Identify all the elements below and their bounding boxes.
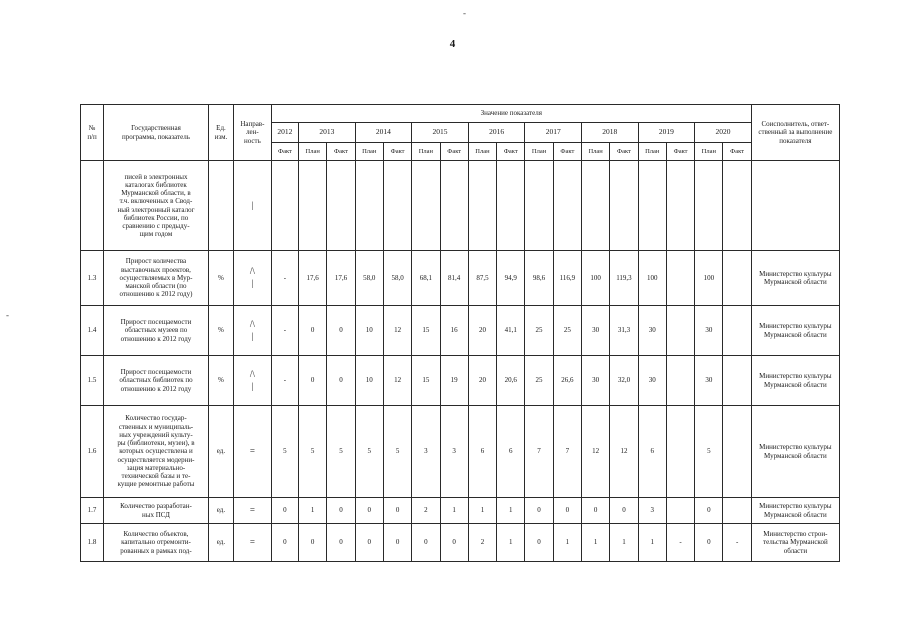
sub-header-plan-2020: План (695, 143, 723, 161)
value-cell: 0 (355, 524, 383, 562)
value-cell: 19 (440, 356, 468, 406)
col-header-no: № п/п (81, 105, 104, 161)
table-row (81, 406, 840, 498)
value-cell: 100 (582, 251, 610, 306)
value-cell: 30 (695, 356, 723, 406)
direction-cell: = (234, 406, 272, 498)
unit-cell (208, 161, 233, 251)
value-cell: 20 (468, 356, 496, 406)
value-cell: 3 (638, 498, 666, 524)
responsible-cell: Министерство строи- тельства Мурманской области (751, 524, 839, 562)
value-cell: 25 (525, 306, 553, 356)
row-number: 1.8 (81, 524, 104, 562)
value-cell (412, 161, 440, 251)
value-cell: 1 (497, 498, 525, 524)
value-cell: 0 (582, 498, 610, 524)
value-cell: 0 (412, 524, 440, 562)
value-cell: 12 (582, 406, 610, 498)
sub-header-fact-2020: Факт (723, 143, 751, 161)
value-cell: 0 (525, 524, 553, 562)
indicator-name: писей в электронных каталогах библиотек Мурманской области, в т.ч. включенных в Свод- ный электронный каталог библиотек России, по сравнению с предыду- щим годом (104, 161, 209, 251)
value-cell: 100 (638, 251, 666, 306)
value-cell: 7 (553, 406, 581, 498)
value-cell (666, 306, 694, 356)
indicator-name: Прирост посещаемости областных библиотек по отношению к 2012 году (104, 356, 209, 406)
sub-header-fact-2012: Факт (271, 143, 298, 161)
value-cell: - (271, 306, 298, 356)
value-cell: - (271, 251, 298, 306)
value-cell (723, 498, 751, 524)
value-cell: 81,4 (440, 251, 468, 306)
value-cell: 0 (299, 524, 327, 562)
value-cell: 26,6 (553, 356, 581, 406)
value-cell: 0 (271, 498, 298, 524)
value-cell: 25 (525, 356, 553, 406)
table-row (81, 251, 840, 306)
sub-header-fact-2018: Факт (610, 143, 638, 161)
value-cell: 2 (412, 498, 440, 524)
year-header-2016: 2016 (468, 123, 525, 143)
indicator-name: Прирост количества выставочных проектов, осуществляемых в Мур- манской области (по отношению к 2012 году) (104, 251, 209, 306)
value-cell: 12 (610, 406, 638, 498)
indicator-table-body (81, 161, 840, 562)
value-cell: 0 (271, 524, 298, 562)
value-cell: 15 (412, 356, 440, 406)
value-cell: 5 (695, 406, 723, 498)
value-cell: 31,3 (610, 306, 638, 356)
side-mark: - (6, 310, 9, 320)
row-number: 1.7 (81, 498, 104, 524)
unit-cell: % (208, 356, 233, 406)
value-cell: 41,1 (497, 306, 525, 356)
direction-cell: /\ | (234, 306, 272, 356)
value-cell: 16 (440, 306, 468, 356)
indicator-name: Количество объектов, капитально отремонти- рованных в рамках под- (104, 524, 209, 562)
value-cell: 0 (327, 524, 355, 562)
value-cell (723, 306, 751, 356)
value-cell (553, 161, 581, 251)
page-number: 4 (449, 38, 456, 50)
value-cell (666, 251, 694, 306)
value-cell: 6 (497, 406, 525, 498)
value-cell: 15 (412, 306, 440, 356)
row-number: 1.6 (81, 406, 104, 498)
value-cell (327, 161, 355, 251)
value-cell: 0 (383, 498, 411, 524)
value-cell: 17,6 (299, 251, 327, 306)
sub-header-plan-2014: План (355, 143, 383, 161)
table-row (81, 161, 840, 251)
unit-cell: ед. (208, 498, 233, 524)
value-cell (723, 161, 751, 251)
unit-cell: % (208, 251, 233, 306)
value-cell: 116,9 (553, 251, 581, 306)
value-cell: 0 (610, 498, 638, 524)
value-cell: 6 (468, 406, 496, 498)
sub-header-plan-2016: План (468, 143, 496, 161)
indicator-name: Прирост посещаемости областных музеев по отношению к 2012 году (104, 306, 209, 356)
year-header-2013: 2013 (299, 123, 356, 143)
value-cell: 30 (638, 306, 666, 356)
indicator-table (80, 104, 840, 562)
value-cell: 1 (299, 498, 327, 524)
row-number: 1.3 (81, 251, 104, 306)
value-cell: 1 (638, 524, 666, 562)
col-header-responsible: Соисполнитель, ответ- ственный за выполнение показателя (751, 105, 839, 161)
sub-header-fact-2017: Факт (553, 143, 581, 161)
year-header-2015: 2015 (412, 123, 469, 143)
value-cell (497, 161, 525, 251)
value-cell: 6 (638, 406, 666, 498)
sub-header-plan-2017: План (525, 143, 553, 161)
value-cell: 0 (327, 498, 355, 524)
value-cell: 2 (468, 524, 496, 562)
table-row (81, 356, 840, 406)
value-cell: 0 (299, 306, 327, 356)
value-cell (723, 251, 751, 306)
col-header-values: Значение показателя (271, 105, 751, 123)
responsible-cell (751, 161, 839, 251)
direction-cell: = (234, 524, 272, 562)
year-header-2020: 2020 (695, 123, 752, 143)
value-cell: 17,6 (327, 251, 355, 306)
col-header-program: Государственная программа, показатель (104, 105, 209, 161)
value-cell: 12 (383, 306, 411, 356)
value-cell: 3 (440, 406, 468, 498)
unit-cell: ед. (208, 524, 233, 562)
value-cell: - (271, 356, 298, 406)
year-header-2017: 2017 (525, 123, 582, 143)
year-header-2018: 2018 (582, 123, 639, 143)
value-cell: 0 (355, 498, 383, 524)
sub-header-fact-2013: Факт (327, 143, 355, 161)
sub-header-fact-2019: Факт (666, 143, 694, 161)
year-header-2014: 2014 (355, 123, 412, 143)
value-cell: 5 (355, 406, 383, 498)
value-cell: 1 (497, 524, 525, 562)
value-cell: 0 (327, 356, 355, 406)
sub-header-plan-2015: План (412, 143, 440, 161)
value-cell (525, 161, 553, 251)
value-cell (355, 161, 383, 251)
value-cell: 0 (383, 524, 411, 562)
responsible-cell: Министерство культуры Мурманской области (751, 306, 839, 356)
responsible-cell: Министерство культуры Мурманской области (751, 498, 839, 524)
value-cell: 10 (355, 306, 383, 356)
value-cell: 3 (412, 406, 440, 498)
value-cell (271, 161, 298, 251)
direction-cell: | (234, 161, 272, 251)
row-number (81, 161, 104, 251)
value-cell (610, 161, 638, 251)
value-cell: 12 (383, 356, 411, 406)
responsible-cell: Министерство культуры Мурманской области (751, 406, 839, 498)
value-cell (666, 161, 694, 251)
responsible-cell: Министерство культуры Мурманской области (751, 356, 839, 406)
value-cell: 5 (271, 406, 298, 498)
table-row (81, 524, 840, 562)
value-cell: 1 (610, 524, 638, 562)
value-cell (666, 406, 694, 498)
col-header-direction: Направ- лен- ность (234, 105, 272, 161)
table-row (81, 498, 840, 524)
sub-header-fact-2015: Факт (440, 143, 468, 161)
value-cell: 0 (440, 524, 468, 562)
value-cell: 20 (468, 306, 496, 356)
value-cell: 32,0 (610, 356, 638, 406)
value-cell (468, 161, 496, 251)
value-cell: - (723, 524, 751, 562)
year-header-2012: 2012 (271, 123, 298, 143)
header-mark: - (463, 8, 466, 18)
indicator-name: Количество государ- ственных и муниципаль- ных учреждений культу- ры (библиотеки, музеи), в которых осуществлена и осуществляется модерни- зация материально- технической базы и те- кущие ремонтные работы (104, 406, 209, 498)
value-cell: 87,5 (468, 251, 496, 306)
direction-cell: = (234, 498, 272, 524)
value-cell: 5 (383, 406, 411, 498)
row-number: 1.4 (81, 306, 104, 356)
value-cell: 68,1 (412, 251, 440, 306)
value-cell: 1 (582, 524, 610, 562)
value-cell: 119,3 (610, 251, 638, 306)
value-cell: 1 (553, 524, 581, 562)
value-cell: 98,6 (525, 251, 553, 306)
value-cell: 100 (695, 251, 723, 306)
value-cell: 1 (468, 498, 496, 524)
value-cell: 0 (553, 498, 581, 524)
value-cell (723, 356, 751, 406)
value-cell: 0 (525, 498, 553, 524)
value-cell (638, 161, 666, 251)
value-cell (723, 406, 751, 498)
value-cell (383, 161, 411, 251)
value-cell (440, 161, 468, 251)
sub-header-fact-2014: Факт (383, 143, 411, 161)
year-header-2019: 2019 (638, 123, 695, 143)
value-cell: 5 (327, 406, 355, 498)
sub-header-fact-2016: Факт (497, 143, 525, 161)
value-cell: 25 (553, 306, 581, 356)
value-cell: 94,9 (497, 251, 525, 306)
col-header-unit: Ед. изм. (208, 105, 233, 161)
unit-cell: % (208, 306, 233, 356)
indicator-name: Количество разработан- ных ПСД (104, 498, 209, 524)
value-cell: 7 (525, 406, 553, 498)
value-cell: 30 (638, 356, 666, 406)
value-cell: 0 (299, 356, 327, 406)
value-cell: 0 (327, 306, 355, 356)
value-cell: 30 (582, 356, 610, 406)
value-cell: 20,6 (497, 356, 525, 406)
responsible-cell: Министерство культуры Мурманской области (751, 251, 839, 306)
value-cell: 30 (695, 306, 723, 356)
value-cell: 58,0 (355, 251, 383, 306)
value-cell: 58,0 (383, 251, 411, 306)
value-cell (299, 161, 327, 251)
value-cell: 1 (440, 498, 468, 524)
direction-cell: /\ | (234, 251, 272, 306)
sub-header-plan-2019: План (638, 143, 666, 161)
value-cell: 30 (582, 306, 610, 356)
value-cell (666, 498, 694, 524)
value-cell: 5 (299, 406, 327, 498)
value-cell (582, 161, 610, 251)
table-row (81, 306, 840, 356)
direction-cell: /\ | (234, 356, 272, 406)
sub-header-plan-2013: План (299, 143, 327, 161)
row-number: 1.5 (81, 356, 104, 406)
value-cell: 0 (695, 498, 723, 524)
value-cell: - (666, 524, 694, 562)
value-cell (695, 161, 723, 251)
value-cell: 0 (695, 524, 723, 562)
sub-header-plan-2018: План (582, 143, 610, 161)
value-cell: 10 (355, 356, 383, 406)
unit-cell: ед. (208, 406, 233, 498)
value-cell (666, 356, 694, 406)
